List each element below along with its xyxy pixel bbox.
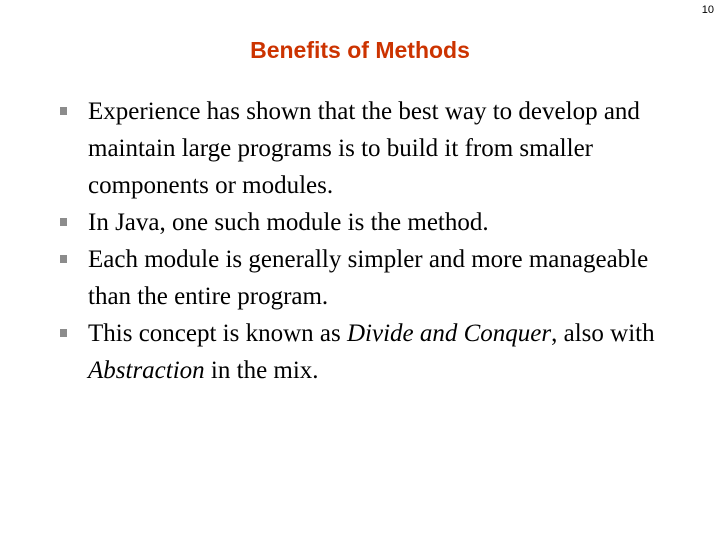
bullet-text: Each module is generally simpler and more manageable than the entire program. [88,246,649,310]
square-bullet-icon [60,329,67,337]
bullet-text: In Java, one such module is the method. [88,209,489,236]
emphasis-abstraction: Abstraction [88,357,205,384]
square-bullet-icon [60,107,67,115]
bullet-text-part: This concept is known as [88,320,347,347]
bullet-item [60,315,680,389]
bullet-list [60,93,680,389]
bullet-item [60,241,680,315]
bullet-item [60,93,680,204]
bullet-text-part: in the mix. [204,357,319,384]
bullet-text: Experience has shown that the best way to develop and maintain large programs is to build it from smaller components or modules. [88,98,640,199]
page-number: 10 [701,4,714,16]
slide-title: Benefits of Methods [250,37,470,63]
emphasis-divide-and-conquer: Divide and Conquer [346,320,552,347]
bullet-item [60,204,680,241]
bullet-text-part: , also with [551,320,655,347]
square-bullet-icon [60,218,67,226]
square-bullet-icon [60,255,67,263]
